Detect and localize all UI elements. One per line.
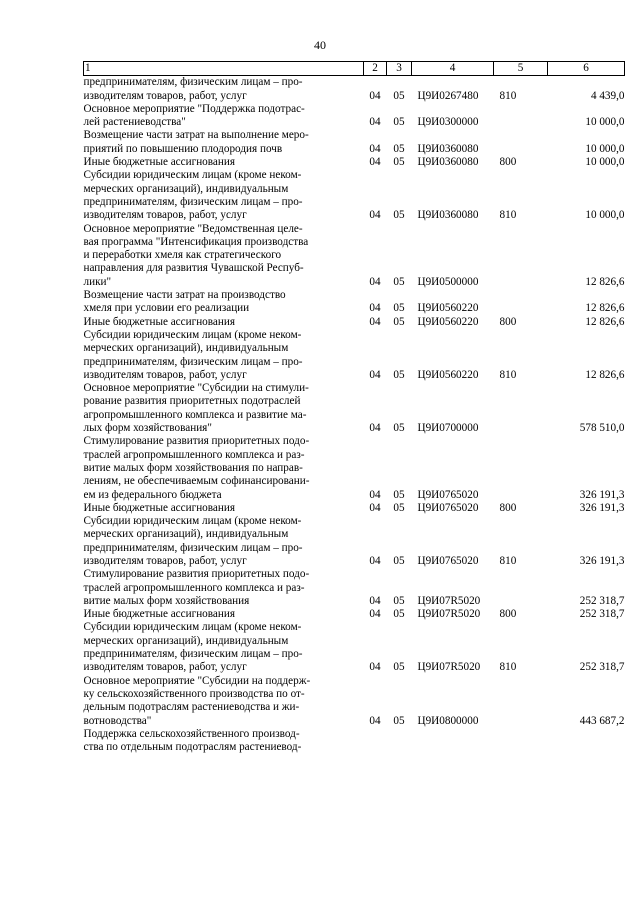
amount: 326 191,3 bbox=[579, 488, 625, 501]
header-row bbox=[84, 62, 625, 76]
subsection-code: 05 bbox=[393, 142, 405, 155]
table-body bbox=[84, 76, 625, 755]
row-name-line: вотноводства" bbox=[83, 714, 152, 727]
table-row bbox=[84, 515, 625, 568]
row-name-line: предпринимателям, физическим лицам – про- bbox=[83, 541, 303, 554]
table-row bbox=[84, 156, 625, 169]
subsection-code: 05 bbox=[393, 302, 405, 315]
table-row bbox=[84, 502, 625, 515]
row-name-line: изводителям товаров, работ, услуг bbox=[83, 209, 247, 222]
row-name bbox=[84, 103, 364, 130]
target-article-code: Ц9И0360080 bbox=[417, 156, 479, 169]
subsection-code: 05 bbox=[393, 368, 405, 381]
table-row bbox=[84, 76, 625, 103]
row-name bbox=[84, 129, 364, 156]
table-row bbox=[84, 382, 625, 435]
row-name bbox=[84, 728, 364, 755]
row-name-line: Иные бюджетные ассигнования bbox=[83, 156, 235, 169]
budget-table bbox=[83, 61, 625, 754]
header-col-6: 6 bbox=[548, 62, 625, 76]
target-article-code: Ц9И0500000 bbox=[417, 275, 479, 288]
row-name-line: направления для развития Чувашской Респуб- bbox=[83, 262, 304, 275]
section-code: 04 bbox=[369, 368, 381, 381]
target-article-code: Ц9И0267480 bbox=[417, 89, 479, 102]
subsection-code: 05 bbox=[393, 315, 405, 328]
table-row bbox=[84, 675, 625, 728]
target-article-code: Ц9И0560220 bbox=[417, 368, 479, 381]
section-code: 04 bbox=[369, 714, 381, 727]
row-name bbox=[84, 675, 364, 728]
table-row bbox=[84, 316, 625, 329]
expense-type-code: 810 bbox=[499, 209, 517, 222]
table-row bbox=[84, 289, 625, 316]
row-name-line: витие малых форм хозяйствования по направ- bbox=[83, 461, 303, 474]
row-name-line: Иные бюджетные ассигнования bbox=[83, 608, 235, 621]
subsection-code: 05 bbox=[393, 89, 405, 102]
table-row bbox=[84, 621, 625, 674]
subsection-code: 05 bbox=[393, 594, 405, 607]
amount: 4 439,0 bbox=[590, 89, 625, 102]
row-name-line: Основное мероприятие "Поддержка подотрас- bbox=[83, 102, 305, 115]
row-name bbox=[84, 502, 364, 515]
expense-type-code bbox=[494, 289, 548, 316]
row-name-line: дельным подотраслям растениеводства и жи- bbox=[83, 701, 300, 714]
table-row bbox=[84, 435, 625, 501]
row-name-line: изводителям товаров, работ, услуг bbox=[83, 661, 247, 674]
amount: 578 510,0 bbox=[579, 422, 625, 435]
amount: 12 826,6 bbox=[585, 275, 625, 288]
row-name-line: Субсидии юридическим лицам (кроме неком- bbox=[83, 621, 302, 634]
row-name-line: хмеля при условии его реализации bbox=[83, 302, 250, 315]
row-name-line: агропромышленного комплекса и развитие ма- bbox=[83, 408, 307, 421]
table-row bbox=[84, 169, 625, 222]
subsection-code: 05 bbox=[393, 156, 405, 169]
amount: 12 826,6 bbox=[585, 368, 625, 381]
row-name-line: изводителям товаров, работ, услуг bbox=[83, 554, 247, 567]
expense-type-code: 800 bbox=[499, 156, 517, 169]
header-col-2: 2 bbox=[364, 62, 387, 76]
table-row bbox=[84, 728, 625, 755]
target-article-code: Ц9И0765020 bbox=[417, 488, 479, 501]
table-row bbox=[84, 329, 625, 382]
expense-type-code bbox=[494, 435, 548, 501]
row-name bbox=[84, 169, 364, 222]
target-article-code: Ц9И07R5020 bbox=[417, 594, 481, 607]
subsection-code: 05 bbox=[393, 608, 405, 621]
row-name-line: витие малых форм хозяйствования bbox=[83, 594, 250, 607]
row-name-line: Стимулирование развития приоритетных подо- bbox=[83, 435, 310, 448]
row-name bbox=[84, 608, 364, 621]
row-name-line: и переработки хмеля как стратегического bbox=[83, 249, 282, 262]
row-name-line: предпринимателям, физическим лицам – про- bbox=[83, 76, 303, 89]
target-article-code: Ц9И0700000 bbox=[417, 422, 479, 435]
amount: 10 000,0 bbox=[585, 209, 625, 222]
table-row bbox=[84, 129, 625, 156]
row-name-line: мерческих организаций), индивидуальным bbox=[83, 182, 289, 195]
amount: 10 000,0 bbox=[585, 156, 625, 169]
expense-type-code bbox=[494, 103, 548, 130]
section-code: 04 bbox=[369, 142, 381, 155]
row-name-line: Стимулирование развития приоритетных подо- bbox=[83, 568, 310, 581]
row-name-line: Основное мероприятие "Субсидии на поддерж- bbox=[83, 674, 311, 687]
row-name-line: Субсидии юридическим лицам (кроме неком- bbox=[83, 169, 302, 182]
row-name-line: Основное мероприятие "Субсидии на стимули- bbox=[83, 382, 309, 395]
row-name-line: мерческих организаций), индивидуальным bbox=[83, 634, 289, 647]
page-number: 40 bbox=[314, 38, 326, 52]
row-name-line: вая программа "Интенсификация производства bbox=[83, 235, 309, 248]
expense-type-code: 810 bbox=[499, 661, 517, 674]
amount: 12 826,6 bbox=[585, 315, 625, 328]
target-article-code: Ц9И0560220 bbox=[417, 302, 479, 315]
row-name-line: Субсидии юридическим лицам (кроме неком- bbox=[83, 328, 302, 341]
section-code: 04 bbox=[369, 608, 381, 621]
expense-type-code bbox=[494, 382, 548, 435]
table-row bbox=[84, 223, 625, 289]
row-name bbox=[84, 382, 364, 435]
section-code: 04 bbox=[369, 554, 381, 567]
row-name-line: Возмещение части затрат на выполнение меро- bbox=[83, 129, 309, 142]
target-article-code: Ц9И0765020 bbox=[417, 554, 479, 567]
row-name-line: ства по отдельным подотраслям растениевод- bbox=[83, 741, 302, 754]
row-name bbox=[84, 329, 364, 382]
row-name-line: рование развития приоритетных подотраслей bbox=[83, 395, 301, 408]
amount: 10 000,0 bbox=[585, 116, 625, 129]
row-name-line: Поддержка сельскохозяйственного производ- bbox=[83, 727, 300, 740]
row-name bbox=[84, 435, 364, 501]
expense-type-code: 810 bbox=[499, 89, 517, 102]
subsection-code bbox=[387, 728, 412, 755]
subsection-code: 05 bbox=[393, 275, 405, 288]
amount: 326 191,3 bbox=[579, 501, 625, 514]
subsection-code: 05 bbox=[393, 422, 405, 435]
expense-type-code bbox=[494, 728, 548, 755]
row-name-line: лей растениеводства" bbox=[83, 116, 186, 129]
amount bbox=[548, 728, 625, 755]
row-name-line: Основное мероприятие "Ведомственная целе- bbox=[83, 222, 303, 235]
target-article-code: Ц9И0360080 bbox=[417, 142, 479, 155]
section-code: 04 bbox=[369, 488, 381, 501]
section-code: 04 bbox=[369, 89, 381, 102]
row-name-line: предпринимателям, физическим лицам – про- bbox=[83, 355, 303, 368]
row-name-line: предпринимателям, физическим лицам – про- bbox=[83, 648, 303, 661]
row-name bbox=[84, 316, 364, 329]
header-col-4: 4 bbox=[412, 62, 494, 76]
row-name-line: траслей агропромышленного комплекса и раз- bbox=[83, 448, 305, 461]
row-name-line: изводителям товаров, работ, услуг bbox=[83, 368, 247, 381]
subsection-code: 05 bbox=[393, 714, 405, 727]
section-code: 04 bbox=[369, 302, 381, 315]
row-name-line: ем из федерального бюджета bbox=[83, 488, 222, 501]
table-row bbox=[84, 103, 625, 130]
row-name-line: Иные бюджетные ассигнования bbox=[83, 501, 235, 514]
expense-type-code: 810 bbox=[499, 368, 517, 381]
expense-type-code bbox=[494, 223, 548, 289]
target-article-code: Ц9И07R5020 bbox=[417, 661, 481, 674]
expense-type-code bbox=[494, 568, 548, 608]
amount: 326 191,3 bbox=[579, 554, 625, 567]
expense-type-code bbox=[494, 675, 548, 728]
amount: 12 826,6 bbox=[585, 302, 625, 315]
row-name bbox=[84, 223, 364, 289]
subsection-code: 05 bbox=[393, 116, 405, 129]
section-code: 04 bbox=[369, 501, 381, 514]
expense-type-code: 800 bbox=[499, 501, 517, 514]
row-name-line: ку сельскохозяйственного производства по от- bbox=[83, 687, 305, 700]
section-code: 04 bbox=[369, 594, 381, 607]
subsection-code: 05 bbox=[393, 554, 405, 567]
amount: 252 318,7 bbox=[579, 608, 625, 621]
row-name-line: мерческих организаций), индивидуальным bbox=[83, 528, 289, 541]
target-article-code bbox=[412, 728, 494, 755]
section-code: 04 bbox=[369, 661, 381, 674]
section-code: 04 bbox=[369, 275, 381, 288]
row-name bbox=[84, 621, 364, 674]
target-article-code: Ц9И0360080 bbox=[417, 209, 479, 222]
target-article-code: Ц9И0800000 bbox=[417, 714, 479, 727]
amount: 443 687,2 bbox=[579, 714, 625, 727]
section-code: 04 bbox=[369, 209, 381, 222]
row-name-line: траслей агропромышленного комплекса и раз- bbox=[83, 581, 305, 594]
target-article-code: Ц9И0765020 bbox=[417, 501, 479, 514]
header-col-3: 3 bbox=[387, 62, 412, 76]
row-name-line: приятий по повышению плодородия почв bbox=[83, 142, 283, 155]
table-row bbox=[84, 608, 625, 621]
expense-type-code: 800 bbox=[499, 315, 517, 328]
target-article-code: Ц9И0560220 bbox=[417, 315, 479, 328]
amount: 10 000,0 bbox=[585, 142, 625, 155]
row-name-line: Иные бюджетные ассигнования bbox=[83, 315, 235, 328]
expense-type-code: 810 bbox=[499, 554, 517, 567]
row-name bbox=[84, 289, 364, 316]
row-name-line: Субсидии юридическим лицам (кроме неком- bbox=[83, 515, 302, 528]
amount: 252 318,7 bbox=[579, 661, 625, 674]
section-code: 04 bbox=[369, 422, 381, 435]
expense-type-code bbox=[494, 129, 548, 156]
expense-type-code: 800 bbox=[499, 608, 517, 621]
target-article-code: Ц9И0300000 bbox=[417, 116, 479, 129]
row-name-line: предпринимателям, физическим лицам – про- bbox=[83, 195, 303, 208]
subsection-code: 05 bbox=[393, 661, 405, 674]
section-code bbox=[364, 728, 387, 755]
amount: 252 318,7 bbox=[579, 594, 625, 607]
row-name-line: лики" bbox=[83, 275, 112, 288]
row-name bbox=[84, 568, 364, 608]
section-code: 04 bbox=[369, 156, 381, 169]
header-col-1: 1 bbox=[84, 62, 364, 76]
row-name bbox=[84, 156, 364, 169]
subsection-code: 05 bbox=[393, 501, 405, 514]
row-name bbox=[84, 76, 364, 103]
section-code: 04 bbox=[369, 315, 381, 328]
header-col-5: 5 bbox=[494, 62, 548, 76]
subsection-code: 05 bbox=[393, 209, 405, 222]
row-name-line: мерческих организаций), индивидуальным bbox=[83, 342, 289, 355]
row-name-line: Возмещение части затрат на производство bbox=[83, 289, 286, 302]
row-name-line: лениям, не обеспечиваемым софинансировани- bbox=[83, 475, 310, 488]
subsection-code: 05 bbox=[393, 488, 405, 501]
row-name bbox=[84, 515, 364, 568]
section-code: 04 bbox=[369, 116, 381, 129]
target-article-code: Ц9И07R5020 bbox=[417, 608, 481, 621]
table-row bbox=[84, 568, 625, 608]
row-name-line: лых форм хозяйствования" bbox=[83, 422, 212, 435]
row-name-line: изводителям товаров, работ, услуг bbox=[83, 89, 247, 102]
